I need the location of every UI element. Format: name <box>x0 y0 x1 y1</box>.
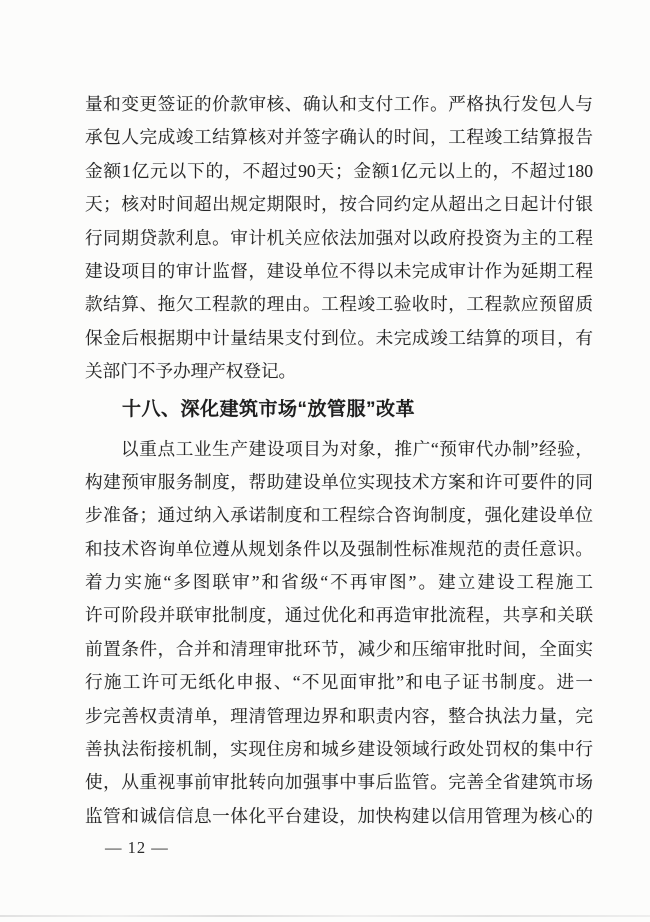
text-line: 量和变更签证的价款审核、确认和支付工作。严格执行发包人与 <box>85 94 593 114</box>
text-block <box>85 88 593 860</box>
text-line: 天；核对时间超出规定期限时，按合同约定从超出之日起计付银 <box>85 194 593 215</box>
text-line: 以重点工业生产建设项目为对象，推广“预审代办制”经验， <box>121 438 593 459</box>
text-line: 金额1亿元以下的，不超过90天；金额1亿元以上的，不超过180 <box>85 160 593 181</box>
text-line: 许可阶段并联审批制度，通过优化和再造审批流程，共享和关联 <box>85 605 593 626</box>
text-line: 监管和诚信信息一体化平台建设，加快构建以信用管理为核心的 <box>85 805 593 826</box>
page-number: — 12 — <box>105 838 169 858</box>
scan-artifact-line <box>0 915 650 917</box>
text-line: 行施工许可无纸化申报、“不见面审批”和电子证书制度。进一 <box>85 672 593 693</box>
text-line: 款结算、拖欠工程款的理由。工程竣工验收时，工程款应预留质 <box>85 294 593 315</box>
paragraph-settlement-rules <box>85 88 593 389</box>
text-line: 构建预审服务制度，帮助建设单位实现技术方案和许可要件的同 <box>85 471 593 492</box>
text-line: 和技术咨询单位遵从规划条件以及强制性标准规范的责任意识。 <box>85 538 593 559</box>
text-line: 使，从重视事前审批转向加强事中事后监管。完善全省建筑市场 <box>85 772 593 793</box>
text-line: 前置条件，合并和清理审批环节，减少和压缩审批时间，全面实 <box>85 638 593 659</box>
paragraph-fangguanfu-reform <box>85 433 593 834</box>
text-line: 关部门不予办理产权登记。 <box>85 361 297 382</box>
text-line: 步完善权责清单，理清管理边界和职责内容，整合执法力量，完 <box>85 705 593 726</box>
text-line: 建设项目的审计监督，建设单位不得以未完成审计作为延期工程 <box>85 260 593 281</box>
text-line: 善执法衔接机制，实现住房和城乡建设领域行政处罚权的集中行 <box>85 739 593 760</box>
text-line: 保金后根据期中计量结果支付到位。未完成竣工结算的项目，有 <box>85 327 593 348</box>
text-line: 着力实施“多图联审”和省级“不再审图”。建立建设工程施工 <box>85 572 593 593</box>
section-heading: 十八、深化建筑市场“放管服”改革 <box>122 398 416 420</box>
text-line: 行同期贷款利息。审计机关应依法加强对以政府投资为主的工程 <box>85 227 593 248</box>
text-line: 步准备；通过纳入承诺制度和工程综合咨询制度，强化建设单位 <box>85 505 593 526</box>
text-line: 承包人完成竣工结算核对并签字确认的时间，工程竣工结算报告 <box>85 127 593 148</box>
